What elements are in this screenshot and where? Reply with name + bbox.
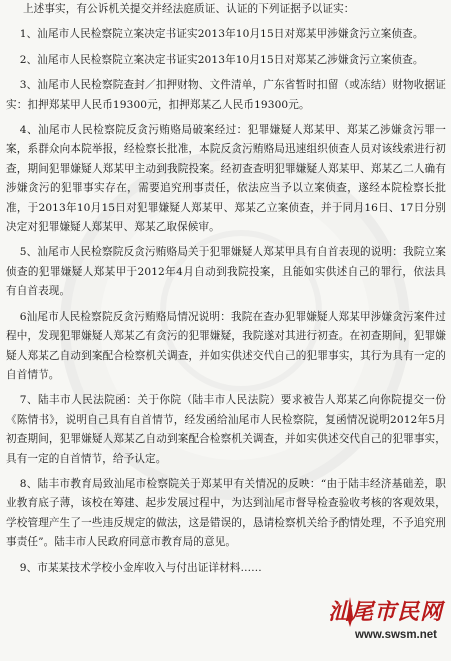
paragraph-evidence-9: 9、市某某技术学校小金库收入与付出证详材料……: [19, 561, 262, 574]
watermark-url: www.swsm.net: [354, 629, 437, 641]
paragraph-intro: 上述事实，有公诉机关提交并经法庭质证、认证的下列证据予以证实：: [22, 3, 355, 15]
paragraph-evidence-5: 5、汕尾市人民检察院反贪污贿赂局关于犯罪嫌疑人郑某甲具有自首表现的说明：我院立案侦查的犯罪嫌疑人郑某甲于2012年4月自动到我院投案，且能如实供述自己的罪行，依法具有自首表现。: [6, 246, 446, 298]
paragraph-evidence-2: 2、汕尾市人民检察院立案决定书证实2013年10月15日对郑某乙涉嫌贪污立案侦查。: [19, 53, 424, 66]
paragraph-evidence-1: 1、汕尾市人民检察院立案决定书证实2013年10月15日对郑某甲涉嫌贪污立案侦查。: [19, 28, 424, 41]
paragraph-evidence-3: 3、汕尾市人民检察院查封／扣押财物、文件清单，广东省暂时扣留（或冻结）财物收据证实：扣押郑某甲人民币19300元，扣押郑某乙人民币19300元。: [6, 79, 446, 111]
paragraph-evidence-6: 6汕尾市人民检察院反贪污贿赂局情况说明：我院在查办犯罪嫌疑人郑某甲涉嫌贪污案件过程中，发现犯罪嫌疑人郑某乙有贪污的犯罪嫌疑，我院遂对其进行初查。在初查期间，犯罪嫌疑人郑某乙自动到案配合检察机关调查，并如实供述交代自己的犯罪事实，其行为具有一定的自首情节。: [6, 310, 446, 381]
paragraph-evidence-8: 8、陆丰市教育局致汕尾市检察院关于郑某甲有关情况的反映：“由于陆丰经济基础差，职业教育底子薄，该校在筹建、起步发展过程中，为达到汕尾市督导检查验收考核的客观效果，学校管理产生了一些违反规定的做法，这是错误的，恳请检察机关给予酌情处理，不予追究刑事责任”。陆丰市人民政府同意市教育局的意见。: [6, 477, 446, 549]
document-body: [6, 0, 446, 584]
site-watermark: [293, 595, 443, 653]
paragraph-evidence-7: 7、陆丰市人民法院函：关于你院（陆丰市人民法院）要求被告人郑某乙向你院提交一份《陈情书》，说明自己具有自首情节，经发函给汕尾市人民检察院，复函情况说明2012年5月初查期间，犯罪嫌疑人郑某乙自动到案配合检察机关调查，并如实供述交代自己的犯罪事实，具有一定的自首情节，给予认定。: [6, 394, 446, 465]
watermark-brand: 汕尾市民网: [327, 599, 443, 625]
paragraph-evidence-4: 4、汕尾市人民检察院反贪污贿赂局破案经过：犯罪嫌疑人郑某甲、郑某乙涉嫌贪污罪一案，系群众向本院举报，经检察长批准，本院反贪污贿赂局迅速组织侦查人员对该线索进行初查，期间犯罪嫌疑人郑某甲主动到我院投案。经初查查明犯罪嫌疑人郑某甲、郑某乙二人确有涉嫌贪污的犯罪事实存在，需要追究刑事责任，依法应当予以立案侦查，遂经本院检察长批准，于2013年10月15日对犯罪嫌疑人郑某甲、郑某乙立案侦查，并于同月16日、17日分别决定对犯罪嫌疑人郑某甲、郑某乙取保候审。: [6, 124, 446, 234]
